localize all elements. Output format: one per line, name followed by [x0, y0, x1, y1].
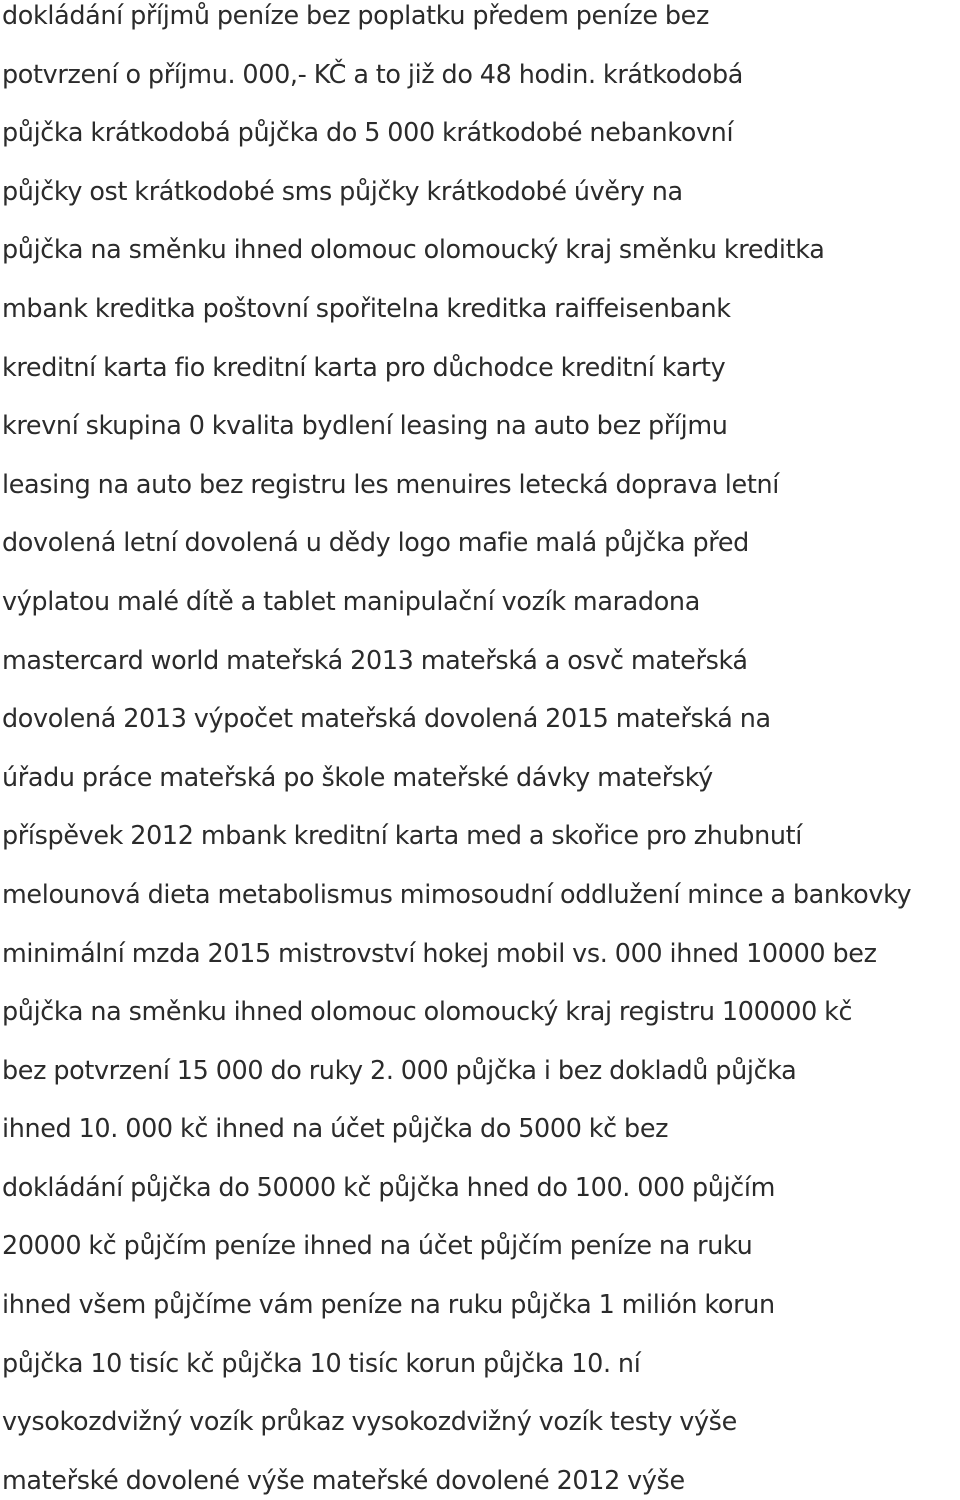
text-line-17: minimální mzda 2015 mistrovství hokej mobil vs. 000 ihned 10000 bez [2, 937, 877, 968]
text-line-6: mbank kreditka poštovní spořitelna kreditka raiffeisenbank [2, 292, 731, 323]
text-line-11: výplatou malé dítě a tablet manipulační vozík maradona [2, 585, 700, 616]
text-line-12: mastercard world mateřská 2013 mateřská a osvč mateřská [2, 644, 748, 675]
text-line-23: ihned všem půjčíme vám peníze na ruku půjčka 1 milión korun [2, 1289, 775, 1320]
text-line-16: melounová dieta metabolismus mimosoudní oddlužení mince a bankovky [2, 878, 912, 909]
text-line-21: dokládání půjčka do 50000 kč půjčka hned do 100. 000 půjčím [2, 1171, 776, 1202]
document-text-body [2, 0, 958, 1500]
text-line-2: potvrzení o příjmu. 000,- KČ a to již do 48 hodin. krátkodobá [2, 58, 744, 89]
text-line-10: dovolená letní dovolená u dědy logo mafie malá půjčka před [2, 527, 749, 558]
text-line-1: dokládání příjmů peníze bez poplatku předem peníze bez [2, 0, 709, 30]
text-line-5: půjčka na směnku ihned olomouc olomoucký kraj směnku kreditka [2, 234, 825, 265]
text-line-18: půjčka na směnku ihned olomouc olomoucký kraj registru 100000 kč [2, 996, 853, 1027]
text-line-9: leasing na auto bez registru les menuires letecká doprava letní [2, 468, 779, 499]
text-line-4: půjčky ost krátkodobé sms půjčky krátkodobé úvěry na [2, 175, 683, 206]
text-line-20: ihned 10. 000 kč ihned na účet půjčka do 5000 kč bez [2, 1113, 669, 1144]
text-line-3: půjčka krátkodobá půjčka do 5 000 krátkodobé nebankovní [2, 117, 734, 148]
text-line-8: krevní skupina 0 kvalita bydlení leasing na auto bez příjmu [2, 410, 728, 441]
text-line-15: příspěvek 2012 mbank kreditní karta med a skořice pro zhubnutí [2, 820, 802, 851]
text-line-19: bez potvrzení 15 000 do ruky 2. 000 půjčka i bez dokladů půjčka [2, 1054, 797, 1085]
text-line-14: úřadu práce mateřská po škole mateřské dávky mateřský [2, 761, 713, 792]
text-line-13: dovolená 2013 výpočet mateřská dovolená 2015 mateřská na [2, 703, 771, 734]
text-line-24: půjčka 10 tisíc kč půjčka 10 tisíc korun půjčka 10. ní [2, 1347, 641, 1378]
text-line-25: vysokozdvižný vozík průkaz vysokozdvižný vozík testy výše [2, 1406, 737, 1437]
text-line-22: 20000 kč půjčím peníze ihned na účet půjčím peníze na ruku [2, 1230, 753, 1261]
text-line-26: mateřské dovolené výše mateřské dovolené 2012 výše [2, 1464, 685, 1495]
text-line-7: kreditní karta fio kreditní karta pro důchodce kreditní karty [2, 351, 726, 382]
